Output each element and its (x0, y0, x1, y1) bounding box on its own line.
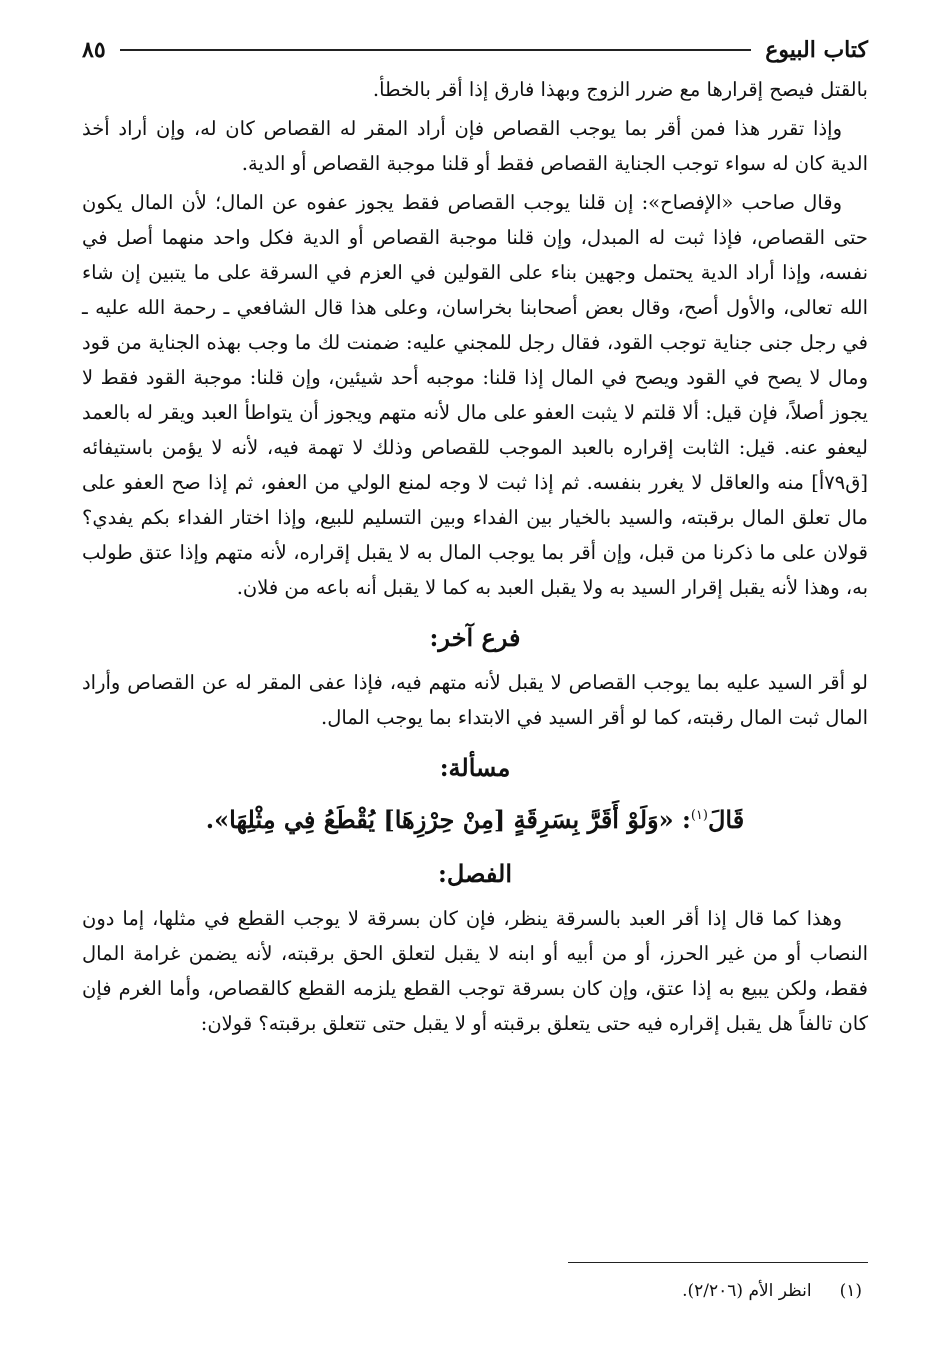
footnotes (82, 1262, 868, 1301)
quote-body: : «وَلَوْ أَقَرَّ بِسَرِقَةٍ [مِنْ حِرْزِهَا] يُقْطَعُ فِي مِثْلِهَا». (205, 805, 691, 834)
paragraph: وقال صاحب «الإفصاح»: إن قلنا يوجب القصاص فقط يجوز عفوه عن المال؛ لأن المال يكون حتى القصاص، فإذا ثبت له المبدل، وإن قلنا موجبة القصاص أو الدية فكل واحد منهما أصل في نفسه، وإذا أراد الدية يحتمل وجهين بناء على القولين في العزم في السرقة على ما يتبين إن شاء الله تعالى، والأول أصح، وقال بعض أصحابنا بخراسان، وعلى هذا قال الشافعي ـ رحمة الله عليه ـ في رجل جنى جناية توجب القود، فقال رجل للمجني عليه: ضمنت لك ما وجب بهذه الجناية من قود ومال لا يصح في القود ويصح في المال إذا قلنا: موجبه أحد شيئين، وإن قلنا: موجبة القود فقط لا يجوز أصلاً، فإن قيل: ألا قلتم لا يثبت العفو على مال لأنه متهم ويجوز أن يتواطأ العبد ويقر له بالعمد ليعفو عنه. قيل: الثابت إقراره بالعبد الموجب للقصاص وذلك لا تهمة فيه، لأنه لا يؤمن باستيفائه [ق٧٩أ] منه والعاقل لا يغرر بنفسه. ثم إذا ثبت لا وجه لمنع الولي من العفو، ثم إذا صح العفو على مال تعلق المال برقبته، والسيد بالخيار بين الفداء وبين التسليم للبيع، وإذا اختار الفداء بكم يفدي؟ قولان على ما ذكرنا من قبل، وإن أقر بما يوجب المال به لا يقبل إقراره، لأنه متهم وإذا عتق طولب به، وهذا لأنه يقبل إقرار السيد به ولا يقبل العبد به كما لا يقبل أنه باعه من فلان. (82, 191, 868, 599)
quoted-text (82, 795, 868, 841)
paragraph: وإذا تقرر هذا فمن أقر بما يوجب القصاص فإن أراد المقر له القصاص كان له، وإن أراد أخذ الدية كان له سواء توجب الجناية القصاص فقط أو قلنا موجبة القصاص أو الدية. (82, 117, 868, 175)
page-body (82, 72, 868, 1045)
section-heading-masala: مسألة: (439, 753, 511, 782)
paragraph: بالقتل فيصح إقرارها مع ضرر الزوج وبهذا فارق إذا أقر بالخطأ. (372, 78, 868, 101)
quote-lead: قَالَ (707, 805, 745, 834)
footnote-rule (568, 1262, 868, 1263)
paragraph: وهذا كما قال إذا أقر العبد بالسرقة ينظر، فإن كان بسرقة لا يوجب القطع في مثلها، إما دون النصاب أو من غير الحرز، أو من أبيه أو ابنه لا يقبل لتعلق الحق برقبته، لأنه يضمن غرامة المال فقط، ولكن يبيع به إذا عتق، وإن كان بسرقة توجب القطع يلزمه القطع كالقصاص، وأما الغرم فإن كان تالفاً هل يقبل إقراره فيه حتى يتعلق برقبته أو لا يقبل حتى تتعلق برقبته؟ قولان: (82, 907, 868, 1035)
header-rule (120, 49, 752, 51)
footnote-text: انظر الأم (٢/٢٠٦). (682, 1281, 812, 1301)
section-heading-far: فرع آخر: (429, 623, 521, 652)
footnote (82, 1281, 868, 1301)
paragraph: لو أقر السيد عليه بما يوجب القصاص لا يقبل لأنه متهم فيه، فإذا عفى المقر له عن القصاص وأراد المال ثبت المال رقبته، كما لو أقر السيد في الابتداء بما يوجب المال. (82, 671, 868, 729)
footnote-mark: (١) (839, 1281, 862, 1301)
running-header (82, 30, 868, 70)
footnote-reference[interactable]: (١) (690, 808, 708, 823)
page-number: ٨٥ (82, 37, 106, 63)
section-heading-fasl: الفصل: (438, 859, 512, 888)
book-page (82, 0, 868, 1371)
chapter-title: كتاب البيوع (765, 37, 868, 63)
